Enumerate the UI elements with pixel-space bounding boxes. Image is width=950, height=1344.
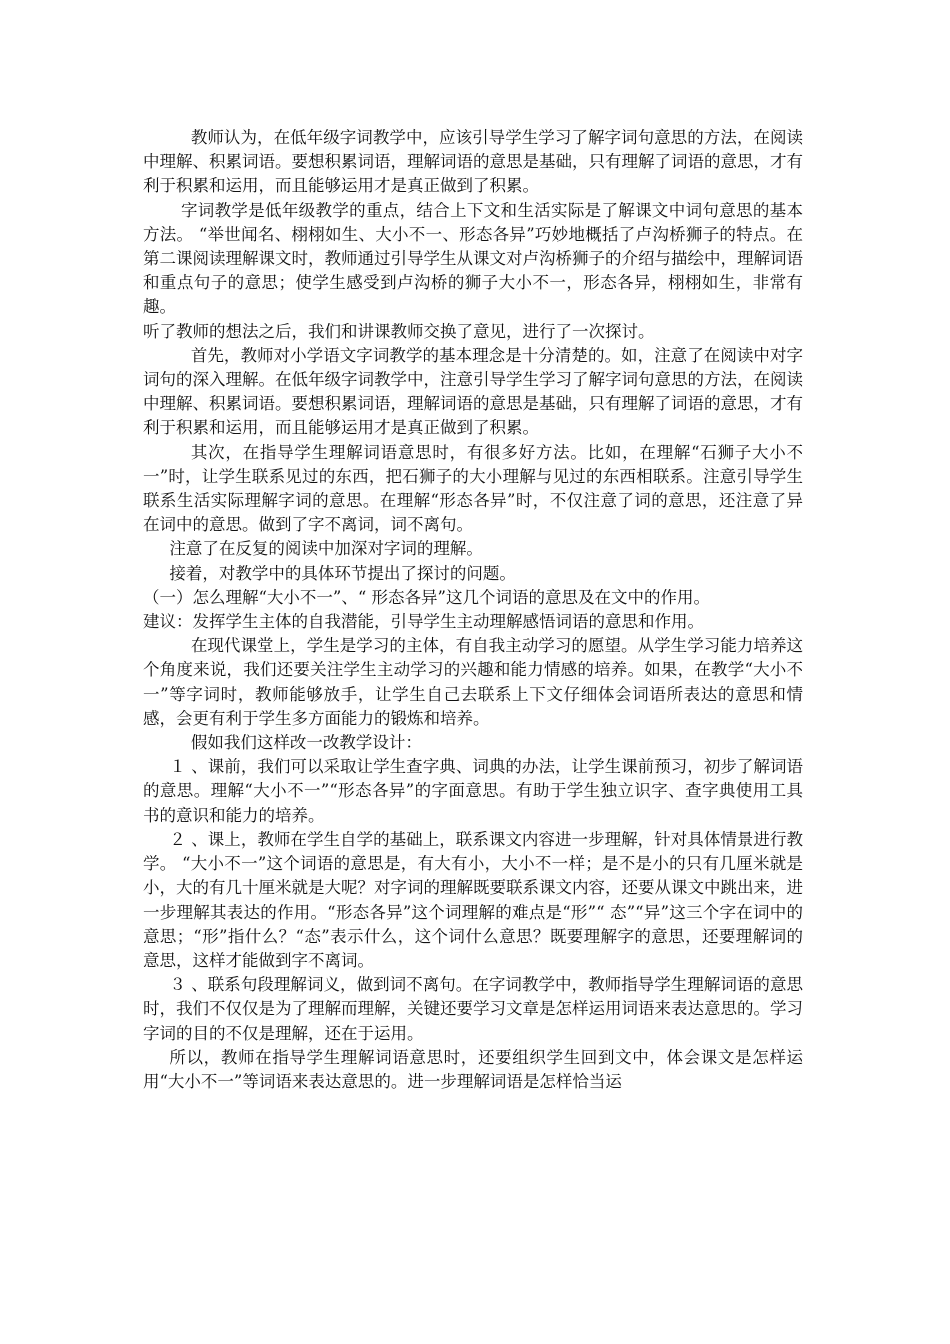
paragraph: 所以，教师在指导学生理解词语意思时，还要组织学生回到文中，体会课文是怎样运用“大小不一”等词语来表达意思的。进一步理解词语是怎样恰当运 [143,1047,803,1091]
paragraph: 在现代课堂上，学生是学习的主体，有自我主动学习的愿望。从学生学习能力培养这个角度来说，我们还要关注学生主动学习的兴趣和能力情感的培养。如果，在教学“大小不一”等字词时，教师能够放手，让学生自己去联系上下文仔细体会词语所表达的意思和情感，会更有利于学生多方面能力的锻炼和培养。 [143,636,803,728]
paragraph: 听了教师的想法之后，我们和讲课教师交换了意见，进行了一次探讨。 [143,321,655,341]
document-page [143,126,803,1094]
paragraph: １ 、课前，我们可以采取让学生查字典、词典的办法，让学生课前预习，初步了解词语的意思。理解“大小不一”“形态各异”的字面意思。有助于学生独立识字、查字典使用工具书的意识和能力的培养。 [143,757,803,825]
paragraph: 其次，在指导学生理解词语意思时，有很多好方法。比如，在理解“石狮子大小不一”时，让学生联系见过的东西，把石狮子的大小理解与见过的东西相联系。注意引导学生联系生活实际理解字词的意思。在理解“形态各异”时，不仅注意了词的意思，还注意了异在词中的意思。做到了字不离词，词不离句。 [143,442,803,535]
paragraph: 接着，对教学中的具体环节提出了探讨的问题。 [169,563,516,583]
paragraph: ３ 、联系句段理解词义，做到词不离句。在字词教学中，教师指导学生理解词语的意思时，我们不仅仅是为了理解而理解，关键还要学习文章是怎样运用词语来表达意思的。学习字词的目的不仅是理解，还在于运用。 [143,975,803,1043]
paragraph: 注意了在反复的阅读中加深对字词的理解。 [169,539,483,559]
paragraph: 字词教学是低年级教学的重点，结合上下文和生活实际是了解课文中词句意思的基本方法。 “举世闻名、栩栩如生、大小不一、形态各异”巧妙地概括了卢沟桥狮子的特点。在第二课阅读理解课文时，教师通过引导学生从课文对卢沟桥狮子的介绍与描绘中，理解词语和重点句子的意思；使学生感受到卢沟桥的狮子大小不一，形态各异，栩栩如生，非常有趣。 [143,200,803,317]
paragraph: 假如我们这样改一改教学设计： [190,733,422,753]
paragraph: （一）怎么理解“大小不一”、“ 形态各异”这几个词语的意思及在文中的作用。 [143,587,710,607]
paragraph: 建议：发挥学生主体的自我潜能，引导学生主动理解感悟词语的意思和作用。 [143,612,704,632]
paragraph: 教师认为，在低年级字词教学中，应该引导学生学习了解字词句意思的方法，在阅读中理解、积累词语。要想积累词语，理解词语的意思是基础，只有理解了词语的意思，才有利于积累和运用，而且能够运用才是真正做到了积累。 [143,128,803,196]
paragraph: ２ 、课上，教师在学生自学的基础上，联系课文内容进一步理解，针对具体情景进行教学。 “大小不一”这个词语的意思是，有大有小，大小不一样；是不是小的只有几厘米就是小，大的有几十厘米就是大呢？对字词的理解既要联系课文内容，还要从课文中跳出来，进一步理解其表达的作用。“形态各异”这个词理解的难点是“形”“ 态”“异”这三个字在词中的意思；“形”指什么？“态”表示什么，这个词什么意思？既要理解字的意思，还要理解词的意思，这样才能做到字不离词。 [143,829,803,970]
paragraph: 首先，教师对小学语文字词教学的基本理念是十分清楚的。如，注意了在阅读中对字词句的深入理解。在低年级字词教学中，注意引导学生学习了解字词句意思的方法，在阅读中理解、积累词语。要想积累词语，理解词语的意思是基础，只有理解了词语的意思，才有利于积累和运用，而且能够运用才是真正做到了积累。 [143,345,803,438]
